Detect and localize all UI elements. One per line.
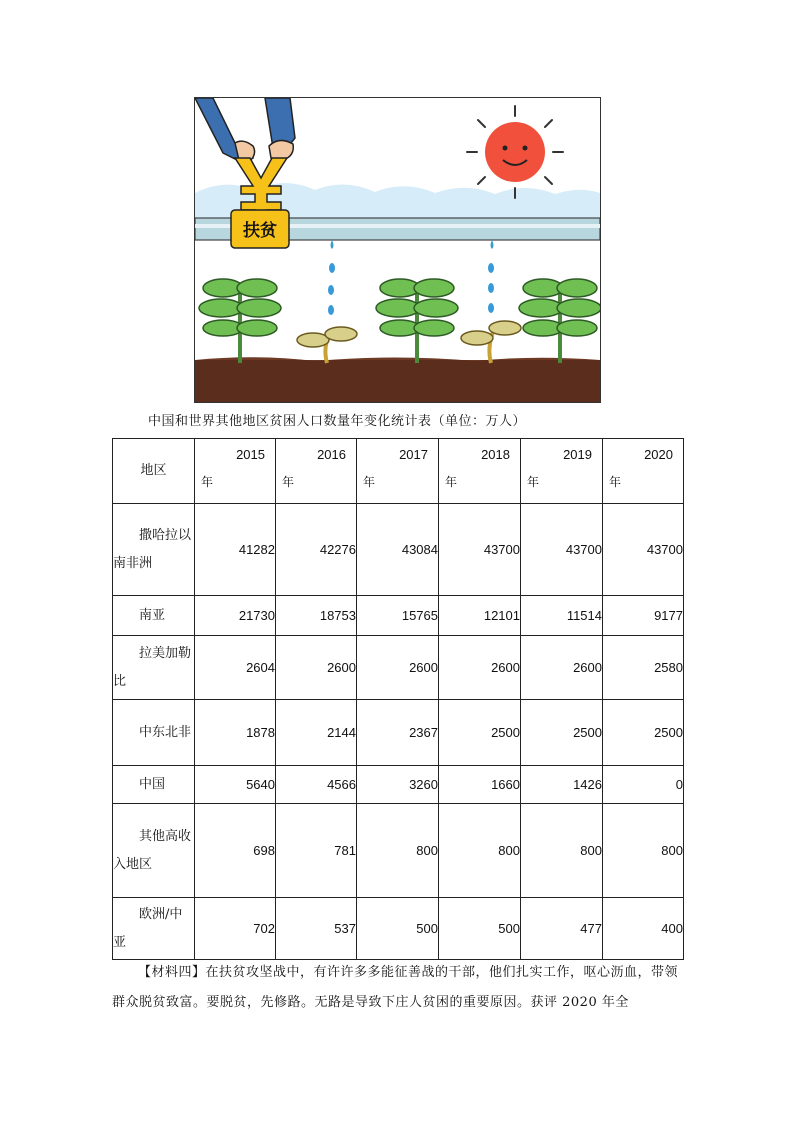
region-cell: 撒哈拉以南非洲 [113, 504, 195, 596]
table-row [113, 804, 684, 898]
material-label: 【材料四】 [138, 965, 206, 980]
value-cell: 2500 [521, 700, 603, 766]
year-header: 2018 年 [439, 439, 521, 504]
poverty-sign: 扶贫 [243, 221, 277, 241]
value-cell: 2604 [195, 636, 276, 700]
year-header: 2016 年 [276, 439, 357, 504]
value-cell: 2600 [439, 636, 521, 700]
value-cell: 477 [521, 898, 603, 960]
region-cell: 南亚 [113, 596, 195, 636]
table-caption: 中国和世界其他地区贫困人口数量年变化统计表（单位：万人） [148, 414, 527, 429]
value-cell: 2500 [603, 700, 684, 766]
value-cell: 43700 [439, 504, 521, 596]
year-header: 2017 年 [357, 439, 439, 504]
value-cell: 698 [195, 804, 276, 898]
value-cell: 1878 [195, 700, 276, 766]
region-cell: 中东北非 [113, 700, 195, 766]
value-cell: 2580 [603, 636, 684, 700]
value-cell: 4566 [276, 766, 357, 804]
value-cell: 18753 [276, 596, 357, 636]
value-cell: 9177 [603, 596, 684, 636]
value-cell: 41282 [195, 504, 276, 596]
value-cell: 42276 [276, 504, 357, 596]
year-header: 2020 年 [603, 439, 684, 504]
value-cell: 702 [195, 898, 276, 960]
value-cell: 1660 [439, 766, 521, 804]
value-cell: 43700 [521, 504, 603, 596]
table-row [113, 700, 684, 766]
material-four-paragraph [112, 958, 682, 1018]
value-cell: 2500 [439, 700, 521, 766]
value-cell: 500 [439, 898, 521, 960]
value-cell: 0 [603, 766, 684, 804]
value-cell: 800 [439, 804, 521, 898]
value-cell: 537 [276, 898, 357, 960]
region-cell: 中国 [113, 766, 195, 804]
value-cell: 800 [357, 804, 439, 898]
region-cell: 拉美加勒比 [113, 636, 195, 700]
value-cell: 15765 [357, 596, 439, 636]
poverty-statistics-table [112, 438, 684, 960]
value-cell: 2144 [276, 700, 357, 766]
value-cell: 781 [276, 804, 357, 898]
table-row [113, 636, 684, 700]
value-cell: 400 [603, 898, 684, 960]
region-cell: 欧洲/中亚 [113, 898, 195, 960]
value-cell: 21730 [195, 596, 276, 636]
value-cell: 5640 [195, 766, 276, 804]
region-cell: 其他高收入地区 [113, 804, 195, 898]
value-cell: 43084 [357, 504, 439, 596]
region-header: 地区 [113, 439, 195, 504]
value-cell: 12101 [439, 596, 521, 636]
table-row [113, 504, 684, 596]
value-cell: 1426 [521, 766, 603, 804]
value-cell: 11514 [521, 596, 603, 636]
table-row [113, 898, 684, 960]
year-header: 2015 年 [195, 439, 276, 504]
material-text: 在扶贫攻坚战中，有许许多多能征善战的干部，他们扎实工作，呕心沥血，带领群众脱贫致富。要脱贫，先修路。无路是导致下庄人贫困的重要原因。获评 2020 年全 [112, 965, 679, 1010]
value-cell: 2600 [521, 636, 603, 700]
value-cell: 2600 [276, 636, 357, 700]
value-cell: 3260 [357, 766, 439, 804]
value-cell: 500 [357, 898, 439, 960]
table-row [113, 596, 684, 636]
table-row [113, 766, 684, 804]
value-cell: 800 [603, 804, 684, 898]
value-cell: 43700 [603, 504, 684, 596]
value-cell: 800 [521, 804, 603, 898]
value-cell: 2367 [357, 700, 439, 766]
value-cell: 2600 [357, 636, 439, 700]
table-header-row [113, 439, 684, 504]
year-header: 2019 年 [521, 439, 603, 504]
poverty-alleviation-illustration [194, 97, 601, 403]
